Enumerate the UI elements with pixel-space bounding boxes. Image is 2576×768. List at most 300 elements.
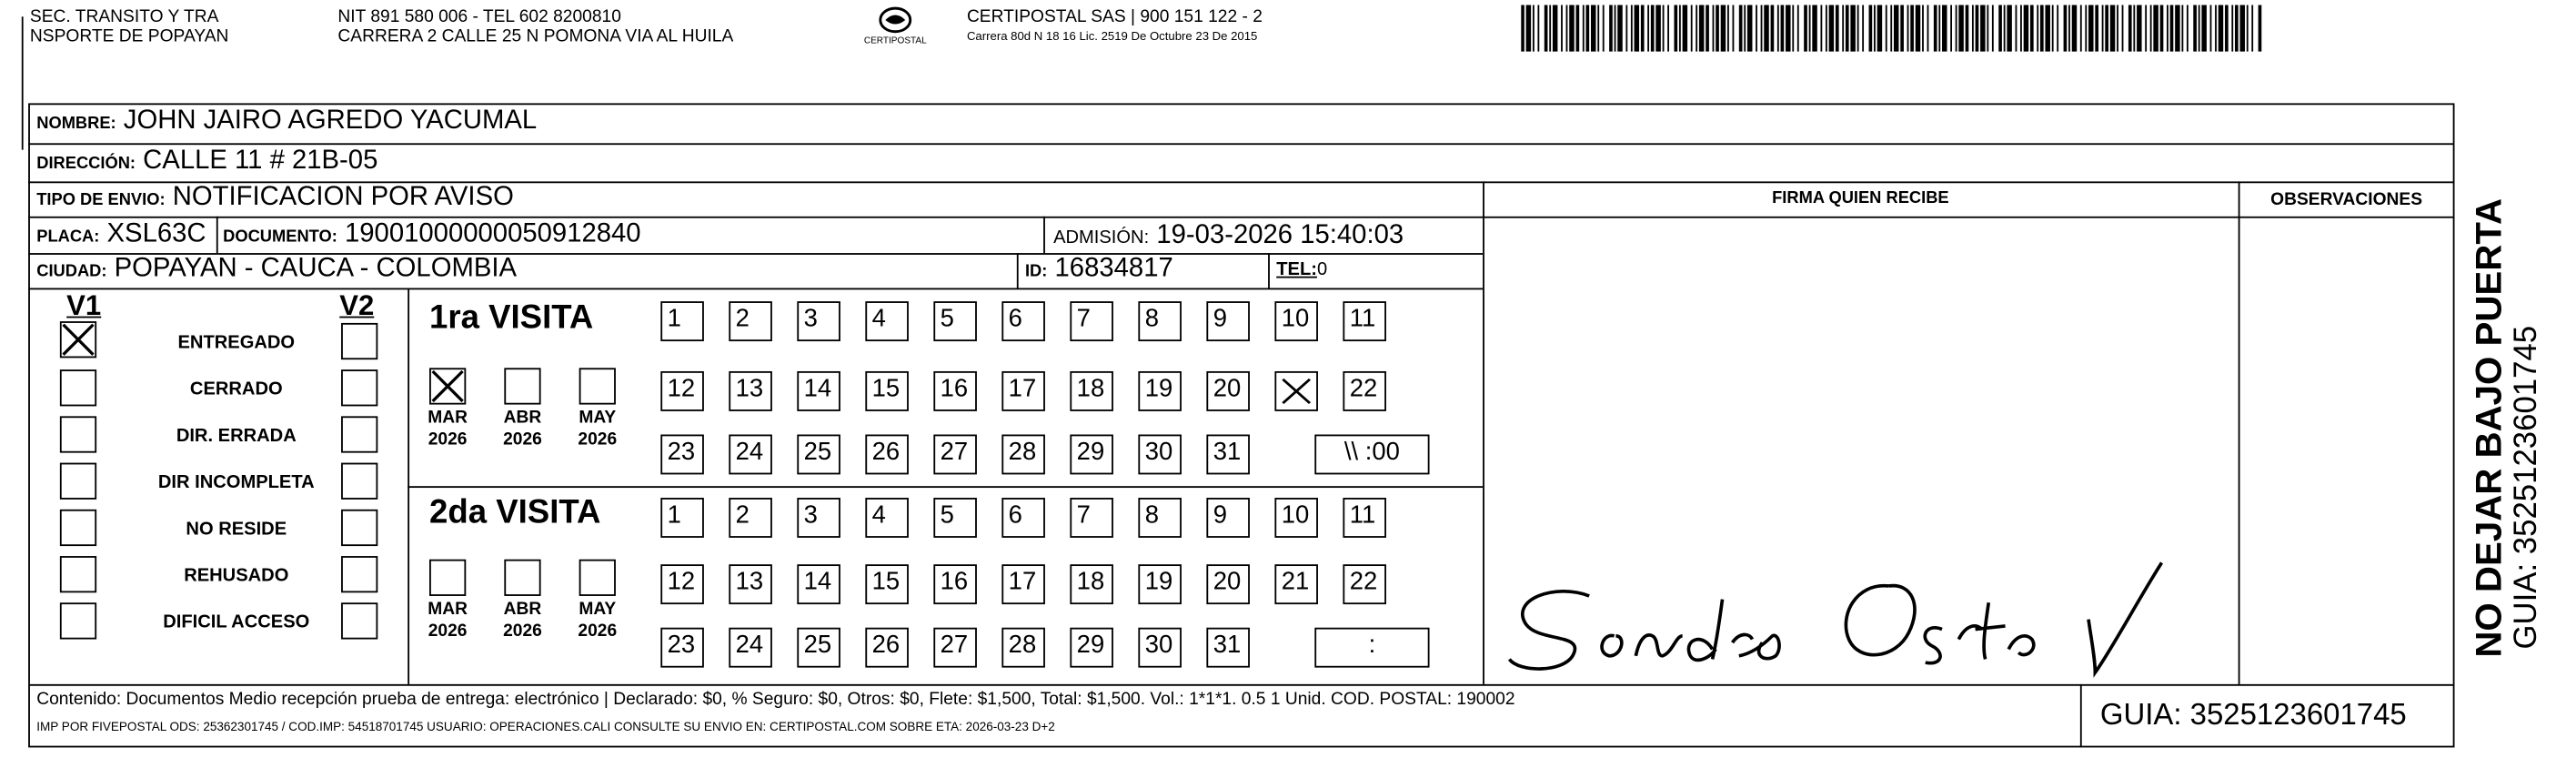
v2-checkbox	[341, 416, 377, 452]
v2-checkbox	[341, 323, 377, 359]
first-month-checkbox	[504, 368, 540, 404]
barcode-bar	[1771, 5, 1775, 51]
barcode-bar	[2024, 5, 2028, 51]
barcode-bar	[2004, 5, 2006, 51]
first-visit-day-box: 20	[1206, 371, 1250, 411]
month-name: MAY	[579, 599, 617, 620]
barcode-bar	[2068, 5, 2070, 51]
firma-header: FIRMA QUIEN RECIBE	[1772, 189, 1949, 208]
barcode-bar	[1797, 5, 1799, 51]
barcode-bar	[2167, 5, 2168, 51]
barcode-bar	[1890, 5, 1892, 51]
v2-checkbox	[341, 463, 377, 500]
tel-value: 0	[1316, 259, 1328, 280]
second-visit-day-box: 16	[933, 564, 977, 604]
barcode-bar	[1862, 5, 1864, 51]
second-visit-day-box: 14	[797, 564, 840, 604]
barcode-bar	[2110, 5, 2115, 51]
barcode-bar	[1591, 5, 1595, 51]
nombre-value: JOHN JAIRO AGREDO YACUMAL	[123, 106, 538, 136]
first-visit-title: 1ra VISITA	[429, 299, 594, 337]
barcode-bar	[2128, 5, 2132, 51]
second-month-label	[569, 600, 626, 643]
footer-line1: Contenido: Documentos Medio recepción prueba de entrega: electrónico | Declarado: $0, % Seguro: $0, Otros: $0, Flete: $1,500, Total: $1,500. Vol.: 1*1*1. 0.5 1 Unid. COD. POSTAL: 190002	[36, 689, 1515, 710]
first-visit-day-box: 12	[660, 371, 704, 411]
barcode-bar	[1739, 5, 1743, 51]
first-visit-day-box: 23	[660, 434, 704, 474]
barcode-bar	[2187, 5, 2189, 51]
barcode-bar	[1744, 5, 1746, 51]
col-divider	[1043, 217, 1045, 253]
status-option-label: DIR. ERRADA	[176, 426, 297, 447]
barcode-bar	[1545, 5, 1548, 51]
first-visit-day-box: 7	[1070, 301, 1113, 341]
barcode-bar	[1609, 5, 1613, 51]
month-name: MAR	[428, 599, 468, 620]
barcode-bar	[1651, 5, 1655, 51]
second-month-checkbox	[504, 560, 540, 596]
barcode-bar	[1727, 5, 1729, 51]
first-visit-day-box: 28	[1001, 434, 1045, 474]
barcode-bar	[2105, 5, 2108, 51]
second-visit-day-box: 1	[660, 498, 704, 538]
month-year: 2026	[578, 621, 618, 642]
barcode-bar	[1721, 5, 1726, 51]
barcode-bar	[1597, 5, 1599, 51]
first-visit-day-box: 4	[865, 301, 909, 341]
col-divider	[1483, 181, 1484, 685]
row-divider	[1483, 217, 2454, 218]
barcode-bar	[1958, 5, 1963, 51]
v1-checkbox	[60, 321, 96, 358]
tipo-label: TIPO DE ENVIO:	[36, 191, 166, 210]
v2-checkbox	[341, 602, 377, 639]
barcode-bar	[1663, 5, 1665, 51]
barcode-bar	[1764, 5, 1768, 51]
second-visit-day-box: 20	[1206, 564, 1250, 604]
barcode-bar	[2137, 5, 2141, 51]
barcode-bar	[1713, 5, 1715, 51]
first-visit-day-box: 5	[933, 301, 977, 341]
first-visit-day-box: 1	[660, 301, 704, 341]
barcode-bar	[1966, 5, 1969, 51]
barcode-bar	[1566, 5, 1568, 51]
first-visit-day-box: 11	[1343, 301, 1386, 341]
barcode-bar	[1667, 5, 1669, 51]
first-visit-day-box: 13	[729, 371, 772, 411]
second-visit-day-box: 4	[865, 498, 909, 538]
ciudad-value: POPAYAN - CAUCA - COLOMBIA	[114, 254, 518, 284]
barcode-bar	[2210, 5, 2212, 51]
month-name: ABR	[503, 408, 542, 429]
barcode-bar	[1869, 5, 1873, 51]
barcode-bar	[1922, 5, 1924, 51]
first-visit-day-box: 29	[1070, 434, 1113, 474]
status-option-label: CERRADO	[189, 379, 283, 400]
barcode-bar	[1938, 5, 1940, 51]
second-month-checkbox	[429, 560, 466, 596]
second-visit-day-box: 18	[1070, 564, 1113, 604]
first-visit-day-box: 16	[933, 371, 977, 411]
first-visit-day-box: 8	[1138, 301, 1182, 341]
footer-guia: GUIA: 3525123601745	[2099, 697, 2407, 732]
second-visit-day-box: 21	[1274, 564, 1318, 604]
side-guia: GUIA: 3525123601745	[2509, 325, 2545, 650]
first-month-checkbox	[579, 368, 616, 404]
barcode-bar	[1756, 5, 1757, 51]
barcode-bar	[1533, 5, 1535, 51]
barcode-bar	[2037, 5, 2038, 51]
v2-checkbox	[341, 556, 377, 592]
row-divider	[28, 143, 2454, 145]
id-label: ID:	[1024, 263, 1048, 282]
barcode-bar	[1934, 5, 1937, 51]
first-visit-time-box: \\ :00	[1314, 434, 1429, 474]
barcode-bar	[1910, 5, 1914, 51]
barcode-bar	[2016, 5, 2018, 51]
status-option-label: REHUSADO	[184, 566, 289, 586]
second-visit-day-box: 7	[1070, 498, 1113, 538]
barcode-bar	[1655, 5, 1660, 51]
courier-line2: Carrera 80d N 18 16 Lic. 2519 De Octubre 23 De 2015	[966, 28, 1258, 44]
barcode-bar	[1569, 5, 1574, 51]
barcode-bar	[2040, 5, 2044, 51]
barcode-bar	[1747, 5, 1752, 51]
second-visit-day-box: 25	[797, 628, 840, 668]
row-divider	[408, 486, 1483, 488]
first-visit-day-box: 2	[729, 301, 772, 341]
second-visit-day-box: 30	[1138, 628, 1182, 668]
barcode-bar	[1716, 5, 1719, 51]
status-option-label: ENTREGADO	[177, 332, 296, 353]
barcode-bar	[2240, 5, 2245, 51]
barcode-bar	[2231, 5, 2233, 51]
barcode-bar	[2088, 5, 2093, 51]
barcode-bar	[1561, 5, 1563, 51]
first-visit-day-box: 9	[1206, 301, 1250, 341]
barcode-bar	[1992, 5, 1994, 51]
barcode-bar	[2170, 5, 2174, 51]
second-visit-day-box: 26	[865, 628, 909, 668]
barcode-bar	[2219, 5, 2223, 51]
second-visit-day-box: 24	[729, 628, 772, 668]
barcode-bar	[1696, 5, 1697, 51]
first-visit-day-box: 31	[1206, 434, 1250, 474]
barcode-bar	[1647, 5, 1649, 51]
barcode-bar	[1987, 5, 1988, 51]
barcode-bar	[2057, 5, 2058, 51]
barcode-bar	[2235, 5, 2239, 51]
barcode-bar	[2133, 5, 2135, 51]
barcode-bar	[1836, 5, 1839, 51]
first-visit-day-box: 19	[1138, 371, 1182, 411]
direccion-row	[36, 147, 377, 177]
barcode-bar	[2160, 5, 2164, 51]
admision-value: 19-03-2026 15:40:03	[1156, 221, 1404, 250]
barcode-bar	[1850, 5, 1855, 51]
second-visit-day-box: 23	[660, 628, 704, 668]
second-visit-day-box: 27	[933, 628, 977, 668]
barcode-bar	[2201, 5, 2206, 51]
tipo-value: NOTIFICACION POR AVISO	[172, 183, 514, 212]
status-option-label: DIFICIL ACCESO	[163, 612, 310, 633]
col-divider	[216, 217, 218, 253]
barcode-bar	[1576, 5, 1580, 51]
barcode-bar	[2102, 5, 2104, 51]
tel-label: TEL:	[1276, 259, 1317, 280]
direccion-label: DIRECCIÓN:	[36, 155, 136, 174]
barcode-bar	[1886, 5, 1887, 51]
v1-tag: V1	[66, 289, 102, 322]
documento-cell	[223, 219, 640, 249]
row-divider	[28, 217, 1483, 218]
second-visit-day-box: 2	[729, 498, 772, 538]
barcode-bar	[1916, 5, 1920, 51]
barcode-bar	[2145, 5, 2147, 51]
address-line: CARRERA 2 CALLE 25 N POMONA VIA AL HUILA	[337, 26, 734, 47]
v1-checkbox	[60, 463, 96, 500]
ciudad-label: CIUDAD:	[36, 263, 107, 282]
first-month-label	[419, 408, 476, 451]
second-visit-title: 2da VISITA	[429, 494, 601, 531]
first-visit-day-box: 10	[1274, 301, 1318, 341]
month-name: ABR	[503, 599, 542, 620]
v1-checkbox	[60, 602, 96, 639]
v1-checkbox	[60, 556, 96, 592]
barcode-bar	[1674, 5, 1677, 51]
barcode-bar	[2122, 5, 2124, 51]
barcode-bar	[1804, 5, 1807, 51]
first-month-label	[494, 408, 550, 451]
documento-label: DOCUMENTO:	[223, 227, 337, 247]
placa-value: XSL63C	[106, 219, 206, 248]
month-year: 2026	[428, 429, 468, 450]
first-visit-day-box: 6	[1001, 301, 1045, 341]
barcode-bar	[2181, 5, 2183, 51]
barcode-bar	[1526, 5, 1531, 51]
barcode-bar	[1956, 5, 1957, 51]
admision-cell	[1053, 221, 1404, 251]
placa-label: PLACA:	[36, 227, 100, 247]
second-visit-day-box: 13	[729, 564, 772, 604]
sender-line2: NSPORTE DE POPAYAN	[29, 26, 229, 47]
barcode-bar	[2251, 5, 2253, 51]
second-visit-day-box: 9	[1206, 498, 1250, 538]
v2-tag: V2	[339, 289, 375, 322]
barcode-bar	[1826, 5, 1827, 51]
second-visit-day-box: 11	[1343, 498, 1386, 538]
first-visit-day-box: 24	[729, 434, 772, 474]
barcode-bar	[2225, 5, 2229, 51]
barcode-bar	[1907, 5, 1909, 51]
second-month-label	[494, 600, 550, 643]
barcode-bar	[1615, 5, 1616, 51]
barcode-bar	[1829, 5, 1834, 51]
barcode-bar	[2085, 5, 2087, 51]
second-month-checkbox	[579, 560, 616, 596]
barcode-bar	[1761, 5, 1763, 51]
tel-cell	[1276, 259, 1327, 279]
documento-value: 19001000000050912840	[344, 219, 641, 248]
second-visit-day-box: 15	[865, 564, 909, 604]
barcode-bar	[1857, 5, 1859, 51]
barcode-bar	[1641, 5, 1645, 51]
first-visit-day-box: 22	[1343, 371, 1386, 411]
barcode-bar	[1812, 5, 1816, 51]
barcode-bar	[1631, 5, 1633, 51]
barcode-bar	[2064, 5, 2068, 51]
first-visit-day-box: 30	[1138, 434, 1182, 474]
certipostal-logo	[845, 4, 945, 54]
barcode-bar	[2117, 5, 2118, 51]
first-visit-day-box: 27	[933, 434, 977, 474]
second-visit-day-box: 5	[933, 498, 977, 538]
barcode-bar	[1846, 5, 1849, 51]
v1-checkbox	[60, 510, 96, 546]
second-visit-day-box: 10	[1274, 498, 1318, 538]
month-year: 2026	[503, 429, 542, 450]
barcode-bar	[1877, 5, 1882, 51]
barcode-bar	[2045, 5, 2049, 51]
barcode-bar	[1537, 5, 1539, 51]
first-visit-day-box: 26	[865, 434, 909, 474]
first-month-checkbox	[429, 368, 466, 404]
second-visit-day-box: 22	[1343, 564, 1386, 604]
barcode-bar	[1603, 5, 1605, 51]
barcode-bar	[2259, 5, 2262, 51]
month-year: 2026	[503, 621, 542, 642]
barcode	[1521, 5, 2267, 51]
col-divider	[1268, 253, 1270, 288]
barcode-bar	[1635, 5, 1639, 51]
barcode-bar	[2153, 5, 2158, 51]
month-name: MAY	[579, 408, 617, 429]
col-divider	[408, 288, 409, 686]
barcode-bar	[2247, 5, 2249, 51]
barcode-bar	[1820, 5, 1822, 51]
barcode-bar	[1586, 5, 1590, 51]
barcode-bar	[1583, 5, 1585, 51]
barcode-bar	[2095, 5, 2098, 51]
second-visit-day-box: 6	[1001, 498, 1045, 538]
second-visit-day-box: 12	[660, 564, 704, 604]
barcode-bar	[2215, 5, 2217, 51]
direccion-value: CALLE 11 # 21B-05	[143, 146, 378, 176]
barcode-bar	[1976, 5, 1979, 51]
barcode-bar	[1950, 5, 1952, 51]
second-visit-day-box: 28	[1001, 628, 1045, 668]
barcode-bar	[1553, 5, 1557, 51]
first-month-label	[569, 408, 626, 451]
first-visit-day-box: 17	[1001, 371, 1045, 411]
barcode-bar	[2150, 5, 2152, 51]
barcode-bar	[1683, 5, 1687, 51]
barcode-bar	[1792, 5, 1794, 51]
barcode-bar	[1617, 5, 1622, 51]
barcode-bar	[1927, 5, 1929, 51]
sender-line1: SEC. TRANSITO Y TRA	[29, 6, 219, 27]
barcode-bar	[2020, 5, 2022, 51]
admision-label: ADMISIÓN:	[1053, 227, 1150, 248]
barcode-bar	[2007, 5, 2011, 51]
barcode-bar	[1679, 5, 1681, 51]
nombre-row	[36, 106, 537, 136]
barcode-bar	[1786, 5, 1790, 51]
first-visit-day-box	[1274, 371, 1318, 411]
first-visit-day-box: 14	[797, 371, 840, 411]
month-year: 2026	[428, 621, 468, 642]
observaciones-header: OBSERVACIONES	[2270, 189, 2423, 210]
barcode-bar	[2072, 5, 2077, 51]
do-not-leave-notice: NO DEJAR BAJO PUERTA	[2468, 197, 2510, 658]
col-divider	[2239, 181, 2240, 685]
barcode-bar	[1699, 5, 1704, 51]
v1-checkbox	[60, 369, 96, 406]
barcode-bar	[1900, 5, 1904, 51]
edge-mark	[22, 16, 24, 149]
first-visit-day-box: 15	[865, 371, 909, 411]
status-option-label: NO RESIDE	[186, 519, 287, 540]
barcode-bar	[2080, 5, 2082, 51]
second-visit-day-box: 17	[1001, 564, 1045, 604]
barcode-bar	[2193, 5, 2197, 51]
tipo-row	[36, 183, 514, 213]
id-cell	[1025, 255, 1173, 285]
barcode-bar	[2175, 5, 2179, 51]
second-visit-day-box: 3	[797, 498, 840, 538]
barcode-bar	[1733, 5, 1735, 51]
barcode-bar	[2052, 5, 2054, 51]
barcode-bar	[1942, 5, 1947, 51]
second-visit-day-box: 31	[1206, 628, 1250, 668]
barcode-bar	[1972, 5, 1974, 51]
footer-divider	[2080, 684, 2082, 748]
second-visit-time-box: :	[1314, 628, 1429, 668]
footer-line2: IMP POR FIVEPOSTAL ODS: 25362301745 / COD.IMP: 54518701745 USUARIO: OPERACIONES.CALI CONSULTE SU ENVIO EN: CERTIPOSTAL.COM SOBRE ETA: 2026-03-23 D+2	[36, 719, 1055, 734]
nit-line: NIT 891 580 006 - TEL 602 8200810	[337, 6, 621, 27]
barcode-bar	[1625, 5, 1627, 51]
month-name: MAR	[428, 408, 468, 429]
status-option-label: DIR INCOMPLETA	[157, 472, 315, 493]
barcode-bar	[1980, 5, 1985, 51]
barcode-bar	[1691, 5, 1693, 51]
v2-checkbox	[341, 369, 377, 406]
barcode-bar	[1777, 5, 1779, 51]
id-value: 16834817	[1054, 254, 1173, 284]
second-visit-day-box: 19	[1138, 564, 1182, 604]
barcode-bar	[2030, 5, 2034, 51]
nombre-label: NOMBRE:	[36, 115, 116, 134]
v1-checkbox	[60, 416, 96, 452]
month-year: 2026	[578, 429, 618, 450]
first-visit-day-box: 25	[797, 434, 840, 474]
barcode-bar	[1998, 5, 2002, 51]
courier-line1: CERTIPOSTAL SAS | 900 151 122 - 2	[966, 6, 1263, 27]
col-divider	[1017, 253, 1019, 288]
barcode-bar	[1874, 5, 1876, 51]
barcode-bar	[2199, 5, 2200, 51]
barcode-bar	[1842, 5, 1844, 51]
barcode-bar	[1521, 5, 1524, 51]
second-month-label	[419, 600, 476, 643]
placa-cell	[36, 219, 206, 249]
second-visit-day-box: 8	[1138, 498, 1182, 538]
second-visit-day-box: 29	[1070, 628, 1113, 668]
barcode-bar	[1894, 5, 1898, 51]
recipient-signature	[1489, 532, 2221, 682]
v2-checkbox	[341, 510, 377, 546]
first-visit-day-box: 3	[797, 301, 840, 341]
